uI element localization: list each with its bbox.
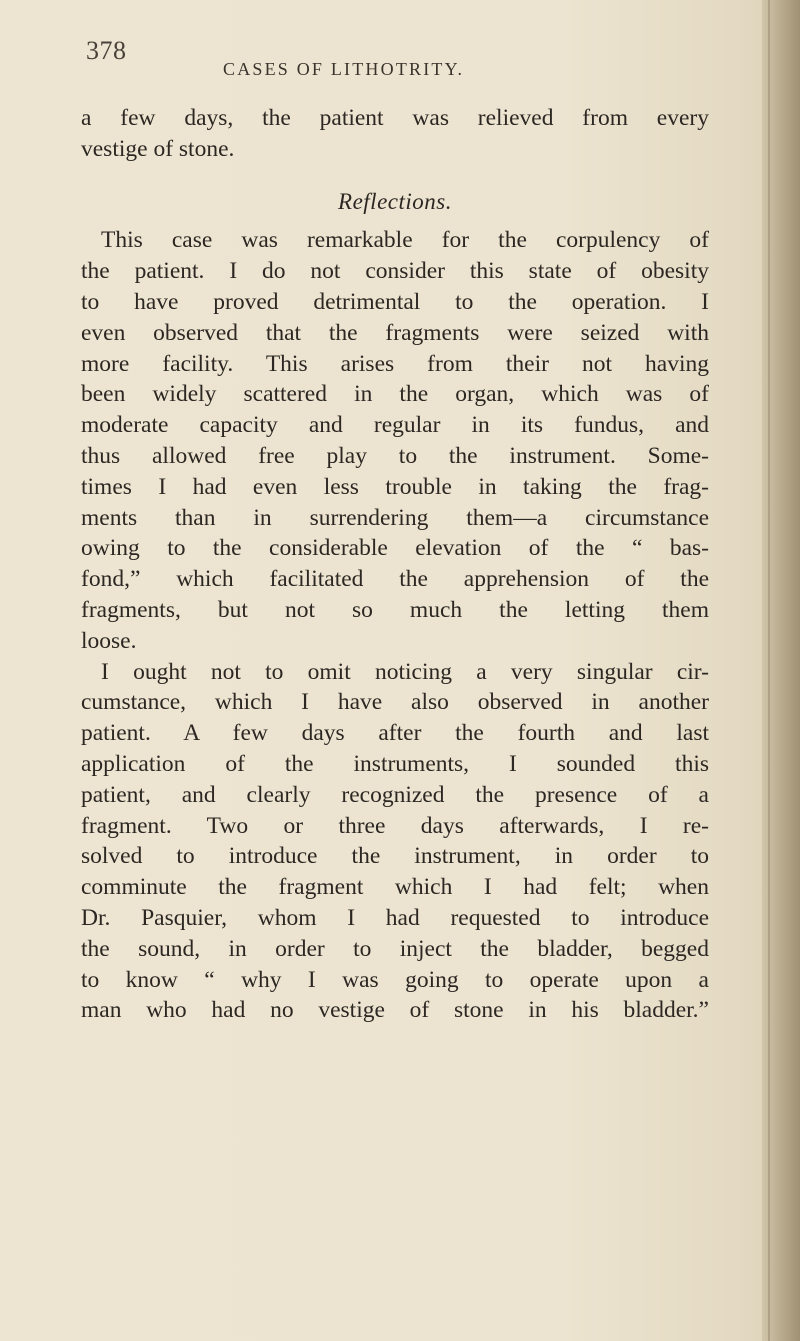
text-line: solved to introduce the instrument, in order to xyxy=(81,843,709,870)
text-line: application of the instruments, I sounded this xyxy=(81,750,709,777)
text-line: ments than in surrendering them—a circumstance xyxy=(81,504,709,531)
text-line: vestige of stone. xyxy=(81,135,235,162)
text-line: more facility. This arises from their not having xyxy=(81,350,709,377)
text-line: This case was remarkable for the corpulency of xyxy=(101,227,709,254)
text-line: a few days, the patient was relieved from every xyxy=(81,105,709,131)
text-line: patient. A few days after the fourth and last xyxy=(81,720,709,747)
text-line: comminute the fragment which I had felt; when xyxy=(81,874,709,901)
page-header xyxy=(86,36,706,79)
text-line: Dr. Pasquier, whom I had requested to introduce xyxy=(81,904,709,931)
body-text xyxy=(81,103,709,1026)
text-line: to have proved detrimental to the operation. I xyxy=(81,288,709,315)
text-line: man who had no vestige of stone in his bladder.” xyxy=(81,997,709,1024)
page-number: 378 xyxy=(86,36,127,65)
text-line: fond,” which facilitated the apprehension of the xyxy=(81,566,709,593)
running-head: CASES OF LITHOTRITY. xyxy=(223,59,465,79)
text-line: the patient. I do not consider this state of obesity xyxy=(81,258,709,285)
text-line: fragment. Two or three days afterwards, I re- xyxy=(81,812,709,839)
text-line: been widely scattered in the organ, which was of xyxy=(81,381,709,408)
section-heading: Reflections. xyxy=(338,188,452,214)
text-line: the sound, in order to inject the bladder, begged xyxy=(81,935,709,962)
text-line: cumstance, which I have also observed in another xyxy=(81,689,709,716)
text-line: thus allowed free play to the instrument. Some- xyxy=(81,442,709,469)
text-line: to know “ why I was going to operate upon a xyxy=(81,966,709,993)
text-line: fragments, but not so much the letting them xyxy=(81,596,709,623)
text-line: times I had even less trouble in taking the frag- xyxy=(81,473,709,500)
binding-edge xyxy=(768,0,770,1341)
text-line: loose. xyxy=(81,627,137,654)
text-line: moderate capacity and regular in its fundus, and xyxy=(81,412,709,439)
text-line: patient, and clearly recognized the presence of a xyxy=(81,781,709,808)
text-line: even observed that the fragments were seized with xyxy=(81,319,709,346)
text-line: I ought not to omit noticing a very singular cir- xyxy=(101,658,709,685)
text-line: owing to the considerable elevation of the “ bas- xyxy=(81,535,709,562)
